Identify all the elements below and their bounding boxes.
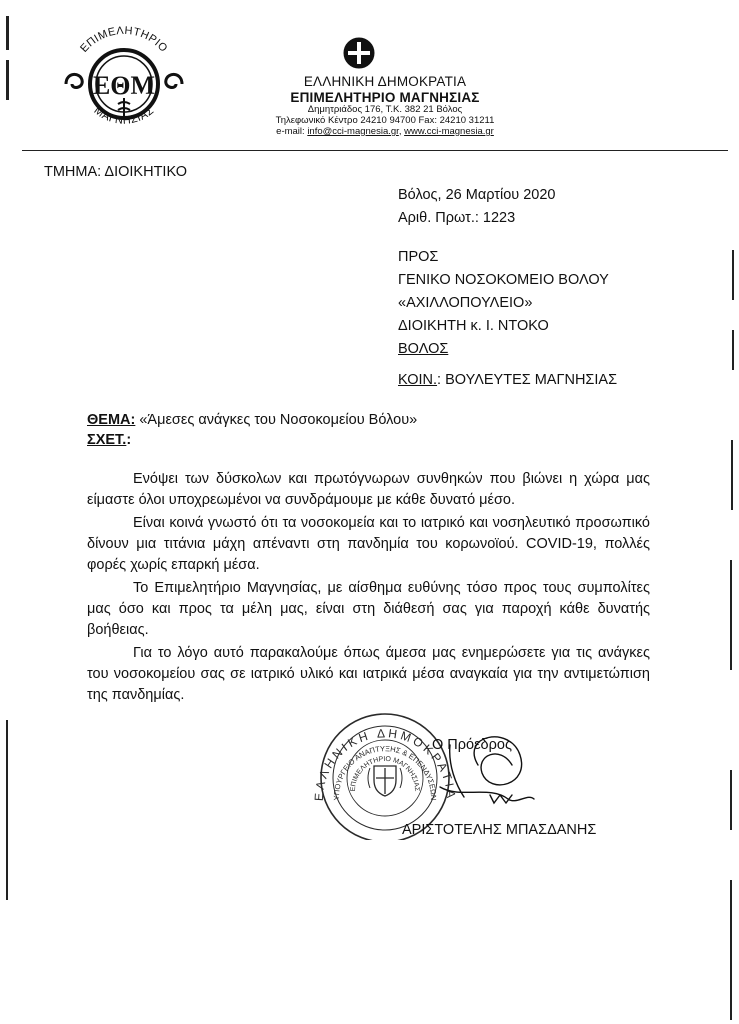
logo-monogram: ΕΘΜ: [92, 71, 156, 100]
email-link[interactable]: info@cci-magnesia.gr: [307, 125, 399, 137]
header-divider: [22, 150, 728, 151]
phones: Τηλεφωνικό Κέντρο 24210 94700 Fax: 24210 31211: [275, 114, 495, 126]
chamber-logo: [60, 22, 188, 134]
subject-text: «Άμεσες ανάγκες του Νοσοκομείου Βόλου»: [135, 412, 418, 428]
subject-block: [87, 410, 417, 450]
contact-line: e-mail: info@cci-magnesia.gr, www.cci-magnesia.gr: [276, 125, 494, 137]
scan-edge-mark: [730, 880, 732, 1020]
protocol-number: Αριθ. Πρωτ.: 1223: [398, 210, 516, 226]
to-label: ΠΡΟΣ: [398, 249, 439, 265]
scan-edge-mark: [732, 330, 734, 370]
stamp-outer-text: ΕΛΛΗΝΙΚΗ ΔΗΜΟΚΡΑΤΙΑ: [311, 726, 459, 802]
department: ΤΜΗΜΑ: ΔΙΟΙΚΗΤΙΚΟ: [44, 164, 187, 180]
stamp-inner-text: ΥΠΟΥΡΓΕΙΟ ΑΝΑΠΤΥΞΗΣ & ΕΠΕΝΔΥΣΕΩΝ: [331, 744, 439, 801]
letterhead: [200, 74, 570, 138]
scan-edge-mark: [732, 250, 734, 300]
body-paragraph-2: Είναι κοινά γνωστό ότι τα νοσοκομεία και το ιατρικό και νοσηλευτικό προσωπικό δίνουν μια τιτάνια μάχη απέναντι στη πανδημία του κορωνοϊού. COVID-19, πολλές φορές χωρίς επαρκή μέσα.: [87, 515, 650, 573]
email-prefix: e-mail:: [276, 125, 308, 137]
recipient-block: [398, 246, 609, 361]
body-paragraph-4: Για το λόγο αυτό παρακαλούμε όπως άμεσα μας ενημερώσετε για τις ανάγκες του νοσοκομείου σας σε ιατρικό υλικό και ιατρικά μέσα αναγκαία για την αντιμετώπιση της πανδημίας.: [87, 645, 650, 703]
country-name: ΕΛΛΗΝΙΚΗ ΔΗΜΟΚΡΑΤΙΑ: [303, 74, 467, 89]
recipient-line-2: «ΑΧΙΛΛΟΠΟΥΛΕΙΟ»: [398, 295, 533, 311]
recipient-line-1: ΓΕΝΙΚΟ ΝΟΣΟΚΟΜΕΙΟ ΒΟΛΟΥ: [398, 272, 609, 288]
scan-edge-mark: [730, 770, 732, 830]
body-paragraph-3: Το Επιμελητήριο Μαγνησίας, με αίσθημα ευθύνης τόσο προς τους συμπολίτες μας όσο και προς τα μέλη μας, είναι στη διάθεσή σας για παροχή κάθε δυνατής βοήθειας.: [87, 580, 650, 638]
reference-label: ΣΧΕΤ.: [87, 432, 127, 448]
scan-edge-mark: [6, 60, 9, 100]
body-paragraph-1: Ενόψει των δύσκολων και πρωτόγνωρων συνθηκών που βιώνει η χώρα μας είμαστε όλοι υποχρεωμένοι να συνδράμουμε με κάθε δυνατό μέσο.: [87, 471, 650, 508]
date-block: [398, 184, 556, 230]
reference-line: [87, 430, 417, 450]
reference-suffix: :: [126, 432, 132, 448]
signatory-name: ΑΡΙΣΤΟΤΕΛΗΣ ΜΠΑΣΔΑΝΗΣ: [402, 822, 597, 838]
date-line: Βόλος, 26 Μαρτίου 2020: [398, 187, 556, 203]
logo-arc-bottom: ΜΑΓΝΗΣΙΑΣ: [91, 104, 157, 127]
subject-line: [87, 410, 417, 430]
recipient-city: ΒΟΛΟΣ: [398, 341, 449, 357]
chamber-name: ΕΠΙΜΕΛΗΤΗΡΙΟ ΜΑΓΝΗΣΙΑΣ: [290, 89, 480, 105]
cc-label: ΚΟΙΝ.: [398, 372, 438, 388]
address: Δημητριάδος 176, Τ.Κ. 382 21 Βόλος: [307, 104, 463, 116]
recipient-line-3: ΔΙΟΙΚΗΤΗ κ. Ι. ΝΤΟΚΟ: [398, 318, 549, 334]
website-link[interactable]: www.cci-magnesia.gr: [404, 125, 494, 137]
scan-edge-mark: [730, 560, 732, 670]
scan-edge-mark: [731, 440, 733, 510]
subject-label: ΘΕΜΑ:: [87, 412, 136, 428]
scan-edge-mark: [6, 720, 8, 900]
stamp-center-text: ΕΠΙΜΕΛΗΤΗΡΙΟ ΜΑΓΝΗΣΙΑΣ: [349, 755, 421, 792]
letter-body: [87, 469, 650, 706]
logo-arc-top: ΕΠΙΜΕΛΗΤΗΡΙΟ: [78, 24, 170, 55]
signatory-title: Ο Πρόεδρος: [432, 737, 512, 753]
scan-edge-mark: [6, 16, 9, 50]
cc-line: [398, 369, 617, 392]
cc-value: : ΒΟΥΛΕΥΤΕΣ ΜΑΓΝΗΣΙΑΣ: [437, 372, 618, 388]
state-emblem-icon: [342, 36, 376, 70]
